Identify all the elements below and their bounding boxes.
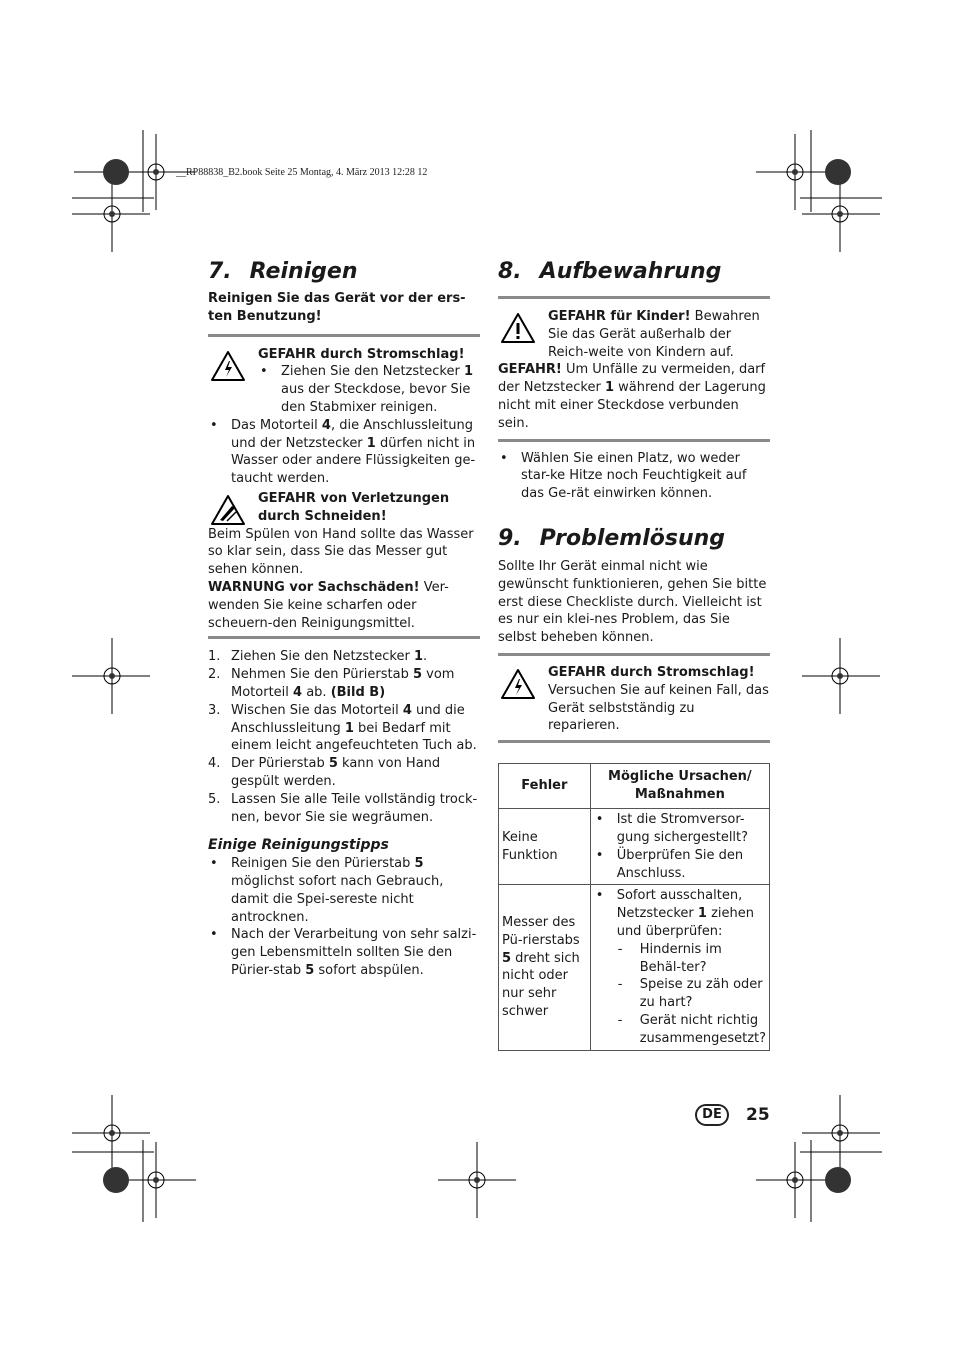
book-header-line: __RP88838_B2.book Seite 25 Montag, 4. März 2013 12:28 12 [176,167,428,178]
fault-cell: Messer des Pü-rierstabs 5 dreht sich nicht oder nur sehr schwer [499,885,591,1050]
list-item: 3. Wischen Sie das Motorteil 4 und die Anschlussleitung 1 bei Bedarf mit einem leicht angefeuchteten Tuch ab. [208,702,477,754]
section-7-heading: 7. Reinigen [208,259,358,284]
page-number: 25 [746,1105,770,1125]
divider [498,653,770,656]
electric-hazard-icon [500,668,536,700]
warning-children: GEFAHR für Kinder! Bewahren Sie das Gerät außerhalb der Reich-weite von Kindern auf. [498,308,770,361]
divider [208,636,480,639]
language-badge: DE [695,1104,729,1126]
tips-list [208,855,480,980]
table-row [499,809,770,885]
list-item: 1. Ziehen Sie den Netzstecker 1. [208,649,428,665]
troubleshoot-intro: Sollte Ihr Gerät einmal nicht wie gewünscht funktionieren, gehen Sie bitte erst diese Checkliste durch. Vielleicht ist es nur ein klei-nes Problem, das Sie selbst beheben können. [498,558,767,646]
electric-hazard-icon [210,350,246,382]
cleaning-steps [208,648,480,826]
list-item: • Wählen Sie einen Platz, wo weder star-ke Hitze noch Feuchtigkeit auf das Ge-rät einwirken können. [498,450,770,503]
troubleshooting-table [498,763,770,1050]
table-header-row [499,764,770,809]
section-9-heading: 9. Problemlösung [498,525,726,551]
motor-bullet-list [208,417,480,488]
cause-cell: • Ist die Stromversor-gung sichergestellt? • Überprüfen Sie den Anschluss. [590,809,769,885]
warning-electric-shock: GEFAHR durch Stromschlag! • Ziehen Sie den Netzstecker 1 aus der Steckdose, bevor Sie den Stabmixer reinigen. [208,346,480,417]
cutting-hazard-icon [210,494,246,526]
cause-cell: • Sofort ausschalten, Netzstecker 1 ziehen und überprüfen: - Hindernis im Behäl-ter? - Speise zu zäh oder zu hart? - Gerät nicht richtig zusammengesetzt? [590,885,769,1050]
table-row [499,885,770,1050]
list-item: 4. Der Pürierstab 5 kann von Hand gespült werden. [208,756,441,789]
divider [208,334,480,337]
warning-repair: GEFAHR durch Stromschlag! Versuchen Sie auf keinen Fall, das Gerät selbstständig zu reparieren. [498,664,770,735]
storage-list [498,450,770,503]
list-item: 5. Lassen Sie alle Teile vollständig trock-nen, bevor Sie sie wegräumen. [208,791,478,825]
property-warning: WARNUNG vor Sachschäden! Ver-wenden Sie keine scharfen oder scheuern-den Reinigungsmittel. [208,579,449,631]
section-8-heading: 8. Aufbewahrung [498,259,722,284]
list-item: 2. Nehmen Sie den Pürierstab 5 vom Motorteil 4 ab. (Bild B) [208,667,455,700]
warning-cutting: GEFAHR von Verletzungen durch Schneiden! [208,490,480,526]
divider [498,439,770,442]
divider [498,740,770,743]
divider [498,296,770,299]
list-item: • Das Motorteil 4, die Anschlussleitung und der Netzstecker 1 dürfen nicht in Wasser oder andere Flüssigkeiten ge-taucht werden. [208,417,480,488]
table-header-cell: Fehler [499,764,591,809]
storage-danger: GEFAHR! Um Unfälle zu vermeiden, darf der Netzstecker 1 während der Lagerung nicht mit einer Steckdose verbunden sein. [498,362,766,431]
table-header-cell: Mögliche Ursachen/ Maßnahmen [590,764,769,809]
right-column [498,259,770,1051]
list-item: • Nach der Verarbeitung von sehr salzi-gen Lebensmitteln sollten Sie den Pürier-stab 5 sofort abspülen. [208,926,480,979]
left-column [208,259,480,980]
list-item: • Reinigen Sie den Pürierstab 5 möglichst sofort nach Gebrauch, damit die Spei-sereste nicht antrocknen. [208,855,480,926]
fault-cell: Keine Funktion [499,809,591,885]
cutting-text: Beim Spülen von Hand sollte das Wasser so klar sein, dass Sie das Messer gut sehen können. [208,526,474,578]
intro-text: Reinigen Sie das Gerät vor der ers- ten Benutzung! [208,291,466,324]
warning-triangle-icon [500,312,536,344]
tips-heading: Einige Reinigungstipps [208,837,389,854]
